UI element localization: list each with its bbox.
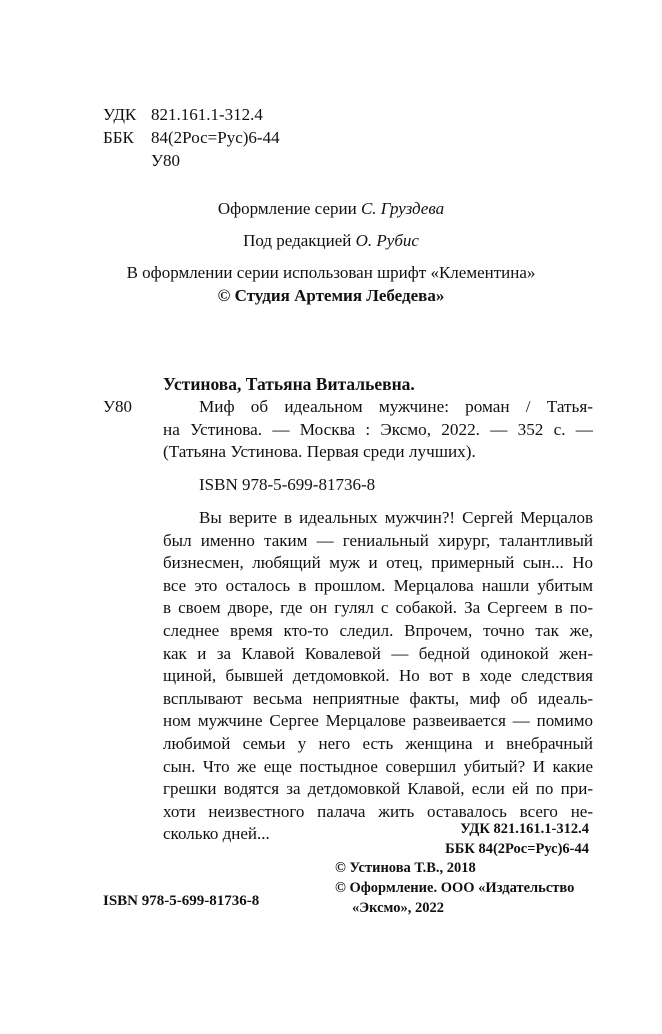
editor-prefix: Под редакцией bbox=[243, 231, 352, 250]
annotation-line: ном мужчине Сергее Мерцалове развеивается — помимо bbox=[163, 711, 593, 731]
editor-credit bbox=[0, 230, 662, 252]
author-mark: У80 bbox=[103, 397, 133, 416]
bbk-label: ББК bbox=[103, 128, 134, 147]
annotation-line: щиной, бывшей детдомовкой. Но вот в ходе следствия bbox=[163, 666, 593, 686]
description-line: (Татьяна Устинова. Первая среди лучших). bbox=[163, 442, 476, 461]
series-design-name: С. Груздева bbox=[360, 199, 445, 218]
font-copyright: © Студия Артемия Лебедева» bbox=[217, 286, 445, 305]
footer-udk: УДК 821.161.1-312.4 bbox=[460, 821, 589, 837]
annotation-line: всплывают весьма неприятные факты, миф об идеаль- bbox=[163, 688, 593, 708]
annotation bbox=[163, 507, 593, 846]
series-design-prefix: Оформление серии bbox=[217, 199, 357, 218]
annotation-line: все это осталось в прошлом. Мерцалова нашли убитым bbox=[163, 575, 593, 595]
udk-line bbox=[103, 104, 263, 126]
annotation-line: сын. Что же еще постыдное совершил убитый? И какие bbox=[163, 756, 593, 776]
annotation-line: хоти неизвестного палача жить оставалось всего не- bbox=[163, 801, 593, 821]
annotation-line: Вы верите в идеальных мужчин?! Сергей Мерцалов bbox=[199, 508, 593, 527]
editor-name: О. Рубис bbox=[355, 231, 419, 250]
bibliographic-description bbox=[163, 396, 593, 464]
isbn-record: ISBN 978-5-699-81736-8 bbox=[199, 475, 376, 494]
author-heading: Устинова, Татьяна Витальевна. bbox=[163, 374, 415, 394]
description-line: на Устинова. — Москва : Эксмо, 2022. — 352 с. — bbox=[163, 419, 593, 439]
footer-isbn: ISBN 978-5-699-81736-8 bbox=[103, 893, 260, 909]
author-mark-top: У80 bbox=[151, 151, 181, 170]
footer-bbk: ББК 84(2Рос=Рус)6-44 bbox=[445, 841, 589, 857]
annotation-line: бизнесмен, любящий муж и отец, примерный сын... Но bbox=[163, 553, 593, 573]
annotation-line: как и за Клавой Ковалевой — бедной одинокой жен- bbox=[163, 643, 593, 663]
annotation-line: сколько дней... bbox=[163, 824, 270, 844]
annotation-line: был именно таким — гениальный хирург, талантливый bbox=[163, 530, 593, 550]
bbk-line bbox=[103, 127, 280, 149]
copyright-author: © Устинова Т.В., 2018 bbox=[335, 860, 476, 876]
font-note: В оформлении серии использован шрифт «Клементина» bbox=[126, 263, 536, 282]
copyright-design-line1: © Оформление. ООО «Издательство bbox=[335, 880, 575, 896]
copyright-design-line2: «Эксмо», 2022 bbox=[352, 900, 444, 916]
udk-label: УДК bbox=[103, 105, 137, 124]
annotation-line: грешки водятся за детдомовкой Клавой, если ей по при- bbox=[163, 779, 593, 799]
annotation-line: следнее время кто-то следил. Впрочем, точно так же, bbox=[163, 620, 593, 640]
description-line: Миф об идеальном мужчине: роман / Татья- bbox=[199, 397, 593, 416]
annotation-line: в своем дворе, где он гулял с собакой. За Сергеем в по- bbox=[163, 598, 593, 618]
udk-value: 821.161.1-312.4 bbox=[151, 105, 263, 124]
series-design-credit bbox=[0, 198, 662, 220]
annotation-line: любимой семьи у него есть женщина и внебрачный bbox=[163, 733, 593, 753]
bbk-value: 84(2Рос=Рус)6-44 bbox=[151, 128, 280, 147]
